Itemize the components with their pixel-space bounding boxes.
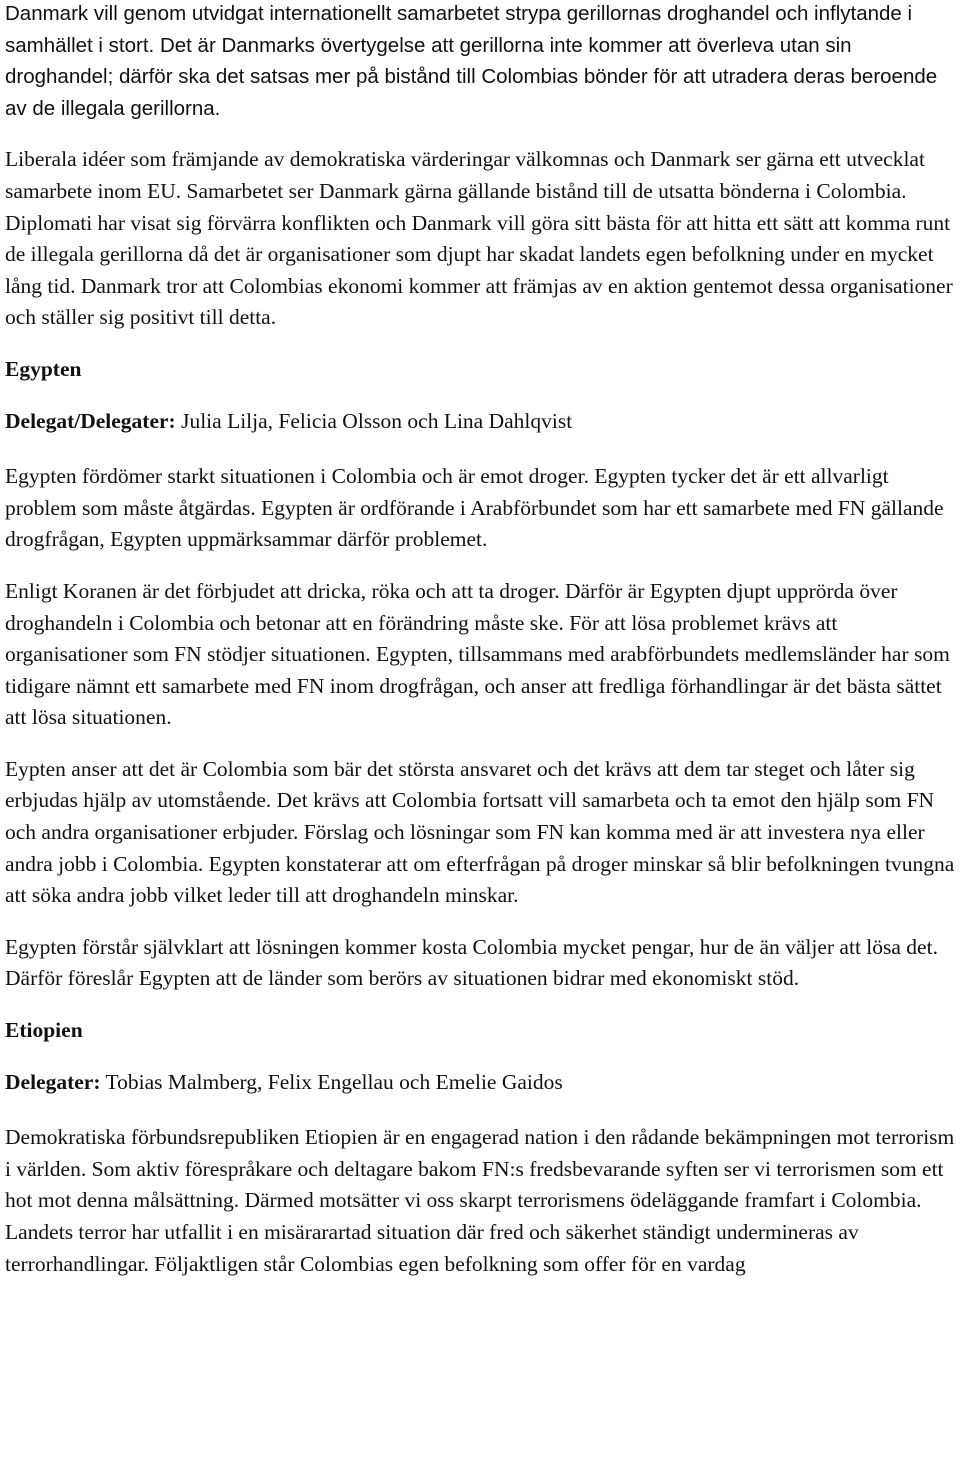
egypten-paragraph-2: Enligt Koranen är det förbjudet att dricka, röka och att ta droger. Därför är Egypten djupt upprörda över droghandeln i Colombia och betonar att en förändring måste ske. För att lösa problemet krävs att organisationer som FN stödjer situationen. Egypten, tillsammans med arabförbundets medlemsländer har som tidigare nämnt ett samarbete med FN inom drogfrågan, och anser att fredliga förhandlingar är det bästa sättet att lösa situationen. bbox=[5, 578, 950, 730]
danmark-paragraph-2-part-a: Liberala idéer som främjande av demokratiska värderingar välkomnas och Danmark ser gärna ett utvecklat samarbete inom EU. bbox=[5, 147, 925, 203]
danmark-paragraph-2-part-c: Diplomati har visat sig förvärra konflikten och Danmark vill göra sitt bästa för att hitta ett sätt att komma runt de illegala gerillorna då det är organisationer som djupt har skadat landets egen befolkning under en mycket lång tid. Danmark tror att Colombias ekonomi kommer att främjas av en aktion gentemot dessa organisationer och ställer sig positivt till detta. bbox=[5, 210, 953, 330]
etiopien-delegates-label: Delegater: bbox=[5, 1069, 101, 1094]
danmark-paragraph-2 bbox=[5, 144, 955, 334]
document-page bbox=[5, 0, 955, 1300]
etiopien-heading: Etiopien bbox=[5, 1018, 83, 1043]
egypten-paragraph-1: Egypten fördömer starkt situationen i Colombia och är emot droger. Egypten tycker det är ett allvarligt problem som måste åtgärdas. Egypten är ordförande i Arabförbundet som har ett samarbete med FN gällande drogfrågan, Egypten uppmärksammar därför problemet. bbox=[5, 464, 944, 552]
egypten-delegates-label: Delegat/Delegater: bbox=[5, 408, 176, 433]
etiopien-delegates-names: Tobias Malmberg, Felix Engellau och Emelie Gaidos bbox=[100, 1069, 563, 1094]
egypten-delegates-names: Julia Lilja, Felicia Olsson och Lina Dahlqvist bbox=[175, 408, 573, 433]
etiopien-delegates bbox=[5, 1067, 955, 1099]
egypten-paragraph-4: Egypten förstår självklart att lösningen kommer kosta Colombia mycket pengar, hur de än väljer att lösa det. Därför föreslår Egypten att de länder som berörs av situationen bidrar med ekonomiskt stöd. bbox=[5, 934, 938, 991]
egypten-delegates bbox=[5, 406, 955, 438]
etiopien-paragraph-1: Demokratiska förbundsrepubliken Etiopien är en engagerad nation i den rådande bekämpningen mot terrorism i världen. Som aktiv förespråkare och deltagare bakom FN:s fredsbevarande syften ser vi terrorismen som ett hot mot denna målsättning. Därmed motsätter vi oss skarpt terrorismens ödeläggande framfart i Colombia. Landets terror har utfallit i en misärarartad situation där fred och säkerhet ständigt undermineras av terrorhandlingar. Följaktligen står Colombias egen befolkning som offer för en vardag bbox=[5, 1125, 955, 1276]
egypten-paragraph-3: Eypten anser att det är Colombia som bär det största ansvaret och det krävs att dem tar steget och låter sig erbjudas hjälp av utomstående. Det krävs att Colombia fortsatt vill samarbeta och ta emot den hjälp som FN och andra organisationer erbjuder. Förslag och lösningar som FN kan komma med är att investera nya eller andra jobb i Colombia. Egypten konstaterar att om efterfrågan på droger minskar så blir befolkningen tvungna att söka andra jobb vilket leder till att droghandeln minskar. bbox=[5, 756, 955, 908]
danmark-paragraph-2-part-b: Samarbetet ser Danmark gärna gällande bistånd till de utsatta bönderna i Colombia. bbox=[181, 178, 907, 203]
egypten-heading: Egypten bbox=[5, 356, 82, 381]
danmark-intro-paragraph: Danmark vill genom utvidgat internationellt samarbetet strypa gerillornas droghandel och inflytande i samhället i stort. Det är Danmarks övertygelse att gerillorna inte kommer att överleva utan sin droghandel; därför ska det satsas mer på bistånd till Colombias bönder för att utradera deras beroende av de illegala gerillorna. bbox=[5, 2, 938, 120]
